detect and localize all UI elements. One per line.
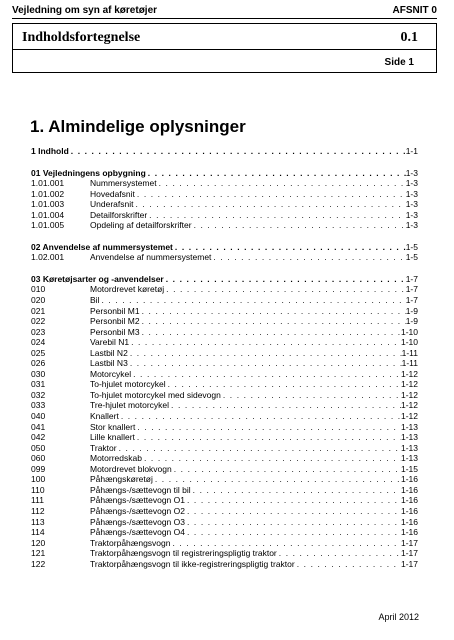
toc-entry-number: 111	[31, 495, 44, 506]
toc-page-number: 1-7	[405, 284, 418, 295]
toc-page-number: 1-3	[405, 220, 418, 231]
toc-entry	[31, 411, 418, 422]
toc-entry-number: 041	[31, 421, 46, 432]
toc-entry-number: 026	[31, 358, 46, 369]
toc-page-number: 1-16	[400, 474, 418, 485]
toc-entry-number: 025	[31, 347, 46, 358]
toc-entry-number: 060	[31, 453, 46, 464]
toc-entry-title: Motordrevet køretøj	[90, 284, 165, 295]
toc-entry-title: Underafsnit	[90, 199, 134, 210]
toc-entry	[31, 369, 418, 380]
toc-entry	[31, 316, 418, 327]
toc-page-number: 1-5	[405, 241, 418, 252]
toc-section-heading	[31, 146, 418, 157]
toc-entry	[31, 284, 418, 295]
box-number: 0.1	[400, 30, 418, 45]
header-rule	[12, 18, 437, 19]
toc-spacer	[31, 157, 418, 168]
dot-leader	[131, 369, 401, 380]
dot-leader	[221, 390, 401, 401]
toc-entry-title: Motorredskab	[90, 453, 142, 464]
toc-entry-number: 121	[31, 548, 46, 559]
toc-entry-title: Traktorpåhængsvogn	[90, 537, 171, 548]
toc-page-number: 1-12	[400, 389, 418, 400]
toc-entry	[31, 337, 418, 348]
toc-page-number: 1-3	[405, 167, 418, 178]
dot-leader	[277, 548, 401, 559]
toc-entry-title: 02 Anvendelse af nummersystemet	[31, 241, 173, 252]
toc-page-number: 1-10	[400, 337, 418, 348]
dot-leader	[185, 506, 401, 517]
toc-entry	[31, 178, 418, 189]
dot-leader	[191, 485, 401, 496]
toc-entry-title: 03 Køretøjsarter og -anvendelser	[31, 273, 164, 284]
toc-entry	[31, 199, 418, 210]
toc-entry-title: To-hjulet motorcykel med sidevogn	[90, 389, 221, 400]
toc-entry-title: Stor knallert	[90, 421, 136, 432]
toc-page-number: 1-3	[405, 199, 418, 210]
toc-page-number: 1-16	[400, 527, 418, 538]
toc-entry-title: 1 Indhold	[31, 146, 69, 156]
dot-leader	[135, 189, 406, 200]
toc-page-number: 1-5	[405, 252, 418, 263]
toc-entry	[31, 252, 418, 263]
toc-entry-number: 113	[31, 516, 45, 527]
toc-entry	[31, 538, 418, 549]
toc-entry-number: 020	[31, 295, 46, 306]
toc-entry-number: 110	[31, 484, 45, 495]
toc-entry	[31, 327, 418, 338]
dot-leader	[166, 379, 401, 390]
toc-entry-number: 021	[31, 305, 46, 316]
toc-entry-title: Personbil M2	[90, 316, 140, 327]
toc-entry	[31, 495, 418, 506]
toc-entry	[31, 453, 418, 464]
dot-leader	[69, 146, 406, 157]
toc-page-number: 1-16	[400, 505, 418, 516]
toc-page-number: 1-17	[400, 558, 418, 569]
toc-entry	[31, 517, 418, 528]
section-label: AFSNIT 0	[392, 5, 437, 16]
toc-entry	[31, 559, 418, 570]
toc-page-number: 1-12	[400, 368, 418, 379]
toc-page-number: 1-15	[400, 463, 418, 474]
toc-page-number: 1-3	[405, 178, 418, 189]
toc-entry-title: Lastbil N3	[90, 358, 128, 369]
toc-entry-title: 01 Vejledningens opbygning	[31, 167, 146, 178]
toc-entry-title: Påhængskøretøj	[90, 474, 153, 485]
toc-entry-title: To-hjulet motorcykel	[90, 379, 166, 390]
toc-entry-title: Lastbil N2	[90, 347, 128, 358]
dot-leader	[119, 411, 401, 422]
toc-entry-title: Lille knallert	[90, 432, 135, 443]
dot-leader	[169, 400, 401, 411]
toc-entry-title: Traktorpåhængsvogn til ikke-registreringspligtig traktor	[90, 558, 295, 569]
box-title: Indholdsfortegnelse	[22, 30, 141, 45]
toc-entry-title: Bil	[90, 295, 100, 306]
toc-page-number: 1-12	[400, 379, 418, 390]
dot-leader	[173, 242, 406, 253]
toc-entry-number: 033	[31, 400, 46, 411]
toc-entry	[31, 443, 418, 454]
toc-entry-title: Motorcykel	[90, 368, 132, 379]
toc-entry	[31, 422, 418, 433]
dot-leader	[147, 210, 406, 221]
table-of-contents	[31, 146, 418, 569]
toc-entry-number: 031	[31, 379, 46, 390]
toc-entry-title: Traktor	[90, 442, 117, 453]
dot-leader	[185, 517, 401, 528]
footer-date: April 2012	[378, 612, 419, 622]
toc-entry	[31, 390, 418, 401]
toc-entry-title: Hovedafsnit	[90, 188, 135, 199]
toc-entry-number: 050	[31, 442, 46, 453]
toc-entry-title: Personbil M3	[90, 326, 140, 337]
toc-entry	[31, 464, 418, 475]
toc-entry	[31, 348, 418, 359]
toc-entry-number: 010	[31, 284, 46, 295]
toc-page-number: 1-9	[405, 305, 418, 316]
toc-entry	[31, 527, 418, 538]
toc-page-number: 1-16	[400, 484, 418, 495]
toc-entry-title: Varebil N1	[90, 337, 130, 348]
toc-entry	[31, 432, 418, 443]
toc-entry-number: 120	[31, 537, 46, 548]
dot-leader	[164, 284, 406, 295]
toc-page-number: 1-3	[405, 188, 418, 199]
toc-entry	[31, 548, 418, 559]
dot-leader	[142, 453, 401, 464]
toc-page-number: 1-17	[400, 537, 418, 548]
toc-entry-title: Påhængs-/sættevogn O3	[90, 516, 185, 527]
toc-page-number: 1-17	[400, 548, 418, 559]
toc-entry-title: Detailforskrifter	[90, 209, 148, 220]
dot-leader	[133, 199, 405, 210]
dot-leader	[128, 348, 402, 359]
dot-leader	[192, 220, 406, 231]
dot-leader	[170, 538, 401, 549]
title-box	[12, 23, 437, 73]
dot-leader	[172, 464, 401, 475]
toc-page-number: 1-13	[400, 453, 418, 464]
dot-leader	[146, 168, 406, 179]
toc-entry-title: Anvendelse af nummersystemet	[90, 252, 212, 263]
toc-entry-title: Nummersystemet	[90, 178, 157, 189]
chapter-title: 1. Almindelige oplysninger	[30, 117, 246, 136]
toc-entry	[31, 295, 418, 306]
toc-page-number: 1-7	[405, 273, 418, 284]
toc-page-number: 1-11	[401, 347, 418, 358]
toc-page-number: 1-13	[400, 421, 418, 432]
toc-entry-number: 032	[31, 389, 46, 400]
toc-page-number: 1-10	[400, 326, 418, 337]
toc-spacer	[31, 231, 418, 242]
dot-leader	[129, 337, 401, 348]
toc-entry-number: 023	[31, 326, 46, 337]
toc-entry-number: 114	[31, 527, 45, 538]
dot-leader	[140, 327, 401, 338]
toc-entry-number: 112	[31, 505, 45, 516]
toc-page-number: 1-3	[405, 209, 418, 220]
toc-page-number: 1-12	[400, 411, 418, 422]
dot-leader	[164, 274, 406, 285]
toc-entry-number: 1.01.004	[31, 209, 65, 220]
toc-entry	[31, 306, 418, 317]
toc-section-heading	[31, 168, 418, 179]
toc-entry-number: 1.02.001	[31, 252, 65, 263]
toc-entry-title: Knallert	[90, 411, 119, 422]
toc-entry-title: Påhængs-/sættevogn O2	[90, 505, 185, 516]
toc-entry-number: 099	[31, 463, 46, 474]
toc-entry-number: 1.01.001	[31, 178, 65, 189]
toc-entry	[31, 358, 418, 369]
dot-leader	[140, 316, 406, 327]
toc-entry-title: Traktorpåhængsvogn til registreringspligtig traktor	[90, 548, 277, 559]
dot-leader	[185, 495, 401, 506]
dot-leader	[153, 474, 401, 485]
toc-page-number: 1-12	[400, 400, 418, 411]
toc-section-heading	[31, 242, 418, 253]
toc-page-number: 1-7	[405, 295, 418, 306]
dot-leader	[157, 178, 406, 189]
dot-leader	[117, 443, 401, 454]
toc-entry	[31, 474, 418, 485]
dot-leader	[185, 527, 401, 538]
dot-leader	[211, 252, 405, 263]
toc-page-number: 1-9	[405, 316, 418, 327]
toc-entry	[31, 189, 418, 200]
dot-leader	[135, 432, 401, 443]
toc-entry-number: 042	[31, 432, 46, 443]
toc-entry-title: Påhængs-/sættevogn O4	[90, 527, 185, 538]
toc-entry-title: Påhængs-/sættevogn til bil	[90, 484, 191, 495]
dot-leader	[295, 559, 401, 570]
toc-page-number: 1-16	[400, 495, 418, 506]
toc-entry-number: 024	[31, 337, 46, 348]
toc-entry-number: 1.01.002	[31, 188, 65, 199]
box-divider	[13, 49, 436, 50]
toc-entry-number: 022	[31, 316, 46, 327]
toc-entry-title: Motordrevet blokvogn	[90, 463, 172, 474]
toc-entry-title: Tre-hjulet motorcykel	[90, 400, 170, 411]
toc-entry	[31, 400, 418, 411]
toc-entry-number: 100	[31, 474, 46, 485]
toc-entry-number: 030	[31, 368, 46, 379]
dot-leader	[135, 422, 401, 433]
running-header-title: Vejledning om syn af køretøjer	[12, 5, 158, 16]
page-label: Side 1	[384, 57, 414, 68]
toc-entry	[31, 485, 418, 496]
toc-page-number: 1-13	[400, 442, 418, 453]
dot-leader	[140, 306, 406, 317]
toc-page-number: 1-11	[401, 358, 418, 369]
toc-page-number: 1-1	[405, 146, 418, 156]
toc-entry-title: Påhængs-/sættevogn O1	[90, 495, 185, 506]
toc-entry-number: 1.01.003	[31, 199, 65, 210]
dot-leader	[128, 358, 402, 369]
toc-entry	[31, 379, 418, 390]
toc-entry-number: 040	[31, 411, 46, 422]
toc-entry	[31, 210, 418, 221]
toc-page-number: 1-13	[400, 432, 418, 443]
toc-page-number: 1-16	[400, 516, 418, 527]
toc-entry-title: Personbil M1	[90, 305, 140, 316]
toc-section-heading	[31, 274, 418, 285]
dot-leader	[99, 295, 405, 306]
toc-entry-number: 1.01.005	[31, 220, 65, 231]
toc-entry	[31, 220, 418, 231]
toc-entry-title: Opdeling af detailforskrifter	[90, 220, 192, 231]
toc-entry	[31, 506, 418, 517]
toc-spacer	[31, 263, 418, 274]
toc-entry-number: 122	[31, 558, 46, 569]
